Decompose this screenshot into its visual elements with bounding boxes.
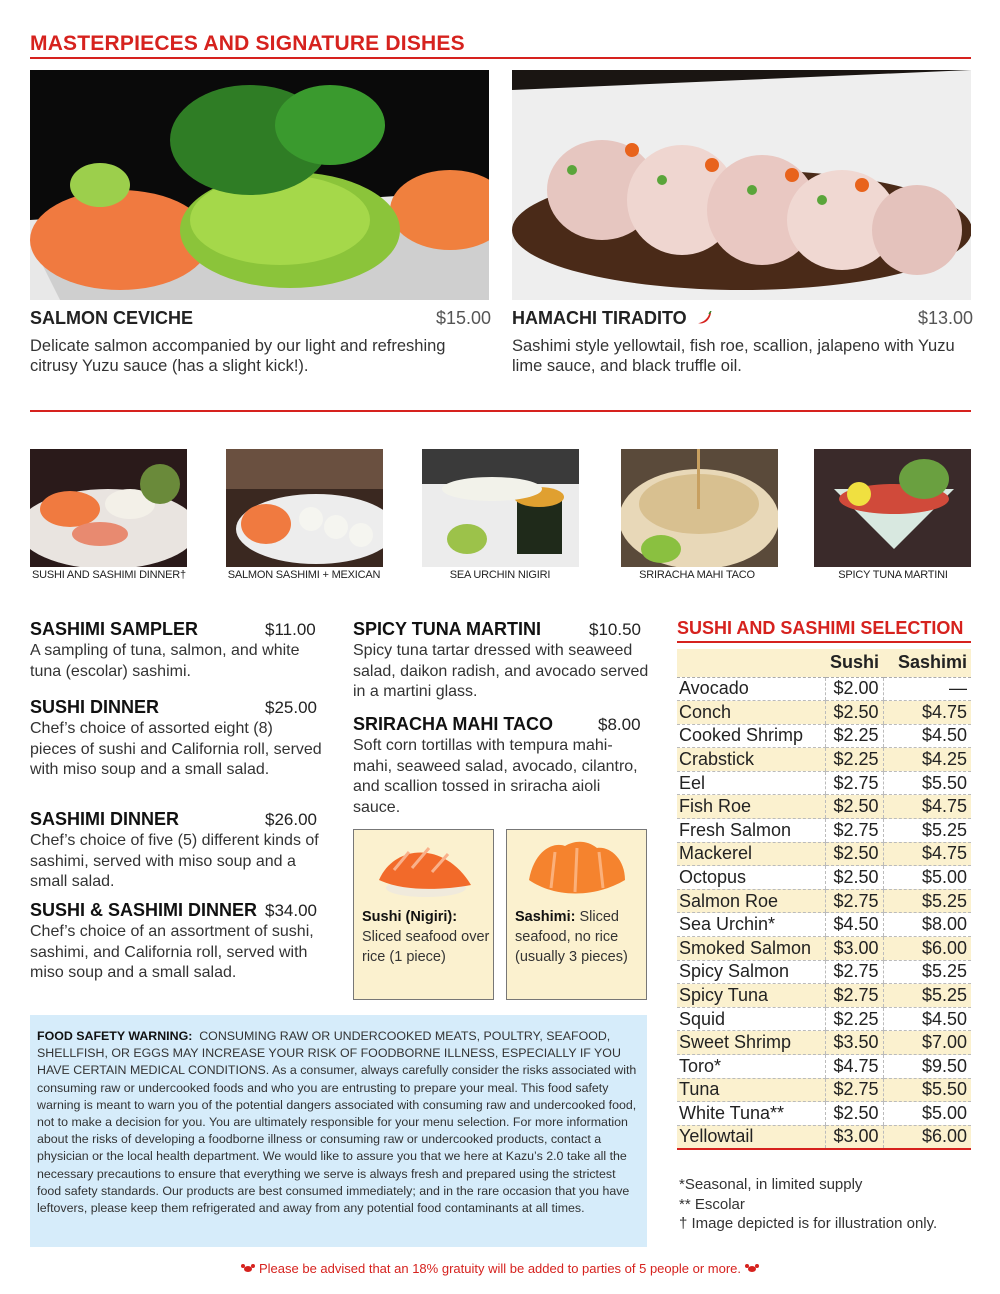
cell-sushi: $2.75 (825, 819, 883, 843)
lobster-icon (241, 1261, 259, 1276)
cell-sashimi: $4.50 (883, 1007, 971, 1031)
thumbnail-caption: SALMON SASHIMI + MEXICAN (227, 569, 381, 581)
cell-name: Fresh Salmon (677, 819, 825, 843)
sashimi-dinner-name: SASHIMI DINNER (30, 809, 180, 829)
cell-sashimi: $4.50 (883, 724, 971, 748)
cell-name: Eel (677, 771, 825, 795)
lobster-icon (745, 1261, 759, 1276)
cell-sashimi: $4.75 (883, 701, 971, 725)
cell-sashimi: $6.00 (883, 937, 971, 961)
cell-sushi: $2.00 (825, 677, 883, 701)
cell-name: Octopus (677, 866, 825, 890)
cell-name: Sea Urchin* (677, 913, 825, 937)
selection-table (677, 649, 971, 1150)
hamachi-tiradito-description: Sashimi style yellowtail, fish roe, scallion, jalapeno with Yuzu lime sauce, and black truffle oil. (512, 337, 955, 375)
cell-name: Crabstick (677, 748, 825, 772)
thumbnail-sushi-sashimi-dinner (30, 449, 187, 567)
table-row (677, 913, 971, 937)
thumbnail-sea-urchin-nigiri (422, 449, 579, 567)
cell-sashimi: $5.25 (883, 960, 971, 984)
sushi-sashimi-dinner-description: Chef’s choice of an assortment of sushi, sashimi, and California roll, served with miso soup and a small salad. (30, 923, 314, 981)
table-row (677, 1055, 971, 1079)
warning-text: CONSUMING RAW OR UNDERCOOKED MEATS, POULTRY, SEAFOOD, SHELLFISH, OR EGGS MAY INCREASE YOUR RISK OF FOODBORNE ILLNESS, ESPECIALLY IF YOU HAVE CERTAIN MEDICAL CONDITIONS. As a consumer, always carefully consider the risks associated with consuming raw or undercooked foods and who you are entrusting to prepare your meal. This food safety warning is meant to warn you of the potential dangers associated with consuming raw and undercooked food, not to make a decision for you. You are ultimately responsible for your menu selection. For more information about the risks of developing a foodborne illness or consuming raw or undercooked products, contact a physician or the local health department. We would like to assure you that we here at Kazu’s 2.0 take all the necessary precautions to ensure that everything we serve is always fresh and prepared using the strictest food safety standards. Our products are best consumed immediately; and in the rare occasion that you have leftovers, please keep them refrigerated and away from any potential food contaminants at all times. (37, 1029, 637, 1216)
cell-sashimi: $5.00 (883, 866, 971, 890)
table-row (677, 866, 971, 890)
cell-name: White Tuna** (677, 1102, 825, 1126)
cell-name: Conch (677, 701, 825, 725)
cell-sushi: $3.50 (825, 1031, 883, 1055)
cell-sushi: $4.50 (825, 913, 883, 937)
selection-title: SUSHI AND SASHIMI SELECTION (677, 618, 964, 638)
cell-name: Avocado (677, 677, 825, 701)
cell-sushi: $2.50 (825, 866, 883, 890)
hamachi-tiradito-name: HAMACHI TIRADITO (512, 308, 712, 330)
gratuity-notice: Please be advised that an 18% gratuity will be added to parties of 5 people or more. (0, 1261, 1000, 1276)
cell-sashimi: $4.75 (883, 842, 971, 866)
cell-name: Salmon Roe (677, 889, 825, 913)
table-row (677, 819, 971, 843)
sriracha-mahi-taco-price: $8.00 (598, 715, 641, 734)
thumbnail-caption: SEA URCHIN NIGIRI (449, 569, 551, 581)
cell-sashimi: $4.25 (883, 748, 971, 772)
cell-sushi: $2.25 (825, 724, 883, 748)
table-row (677, 795, 971, 819)
hamachi-tiradito-photo (512, 70, 971, 300)
cell-name: Spicy Tuna (677, 984, 825, 1008)
table-row (677, 1007, 971, 1031)
sashimi-sampler-price: $11.00 (265, 620, 316, 639)
cell-sushi: $2.50 (825, 1102, 883, 1126)
table-row (677, 771, 971, 795)
table-row (677, 701, 971, 725)
cell-sashimi: $5.25 (883, 819, 971, 843)
thumbnail-caption: SPICY TUNA MARTINI (838, 569, 948, 581)
cell-sushi: $2.75 (825, 960, 883, 984)
cell-name: Toro* (677, 1055, 825, 1079)
nigiri-illustration (374, 840, 474, 900)
sushi-dinner-price: $25.00 (265, 698, 317, 717)
thumbnail-caption: SRIRACHA MAHI TACO (639, 569, 755, 581)
salmon-ceviche-photo (30, 70, 489, 300)
cell-name: Mackerel (677, 842, 825, 866)
sashimi-illustration (525, 838, 629, 902)
thumbnail-spicy-tuna-martini (814, 449, 971, 567)
column-header-sashimi: Sashimi (883, 649, 971, 677)
table-row (677, 937, 971, 961)
cell-sushi: $3.00 (825, 1125, 883, 1149)
salmon-ceviche-description: Delicate salmon accompanied by our light and refreshing citrusy Yuzu sauce (has a slight kick!). (30, 337, 446, 375)
cell-sashimi: $5.50 (883, 1078, 971, 1102)
title-rule (30, 57, 971, 59)
salmon-ceviche-price: $15.00 (435, 308, 491, 328)
sushi-sashimi-dinner-name: SUSHI & SASHIMI DINNER (30, 900, 258, 920)
thumbnail-sriracha-mahi-taco (621, 449, 778, 567)
table-row (677, 724, 971, 748)
table-row (677, 1078, 971, 1102)
sriracha-mahi-taco-name: SRIRACHA MAHI TACO (353, 714, 553, 734)
sashimi-info-box: Sashimi: Sliced seafood, no rice (usually 3 pieces) (506, 829, 647, 1000)
sushi-dinner-name: SUSHI DINNER (30, 697, 160, 717)
sashimi-dinner-description: Chef’s choice of five (5) different kinds of sashimi, served with miso soup and a small salad. (30, 832, 319, 890)
cell-sashimi: $4.75 (883, 795, 971, 819)
cell-sushi: $2.50 (825, 842, 883, 866)
cell-name: Tuna (677, 1078, 825, 1102)
sashimi-sampler-description: A sampling of tuna, salmon, and white tuna (escolar) sashimi. (30, 642, 300, 680)
sushi-nigiri-info-box: Sushi (Nigiri): Sliced seafood over rice (1 piece) (353, 829, 494, 1000)
footnote: *Seasonal, in limited supply (679, 1176, 863, 1193)
cell-sushi: $2.50 (825, 795, 883, 819)
table-row (677, 960, 971, 984)
table-row (677, 1031, 971, 1055)
selection-title-rule (677, 641, 971, 643)
sashimi-dinner-price: $26.00 (265, 810, 317, 829)
footnote: ** Escolar (679, 1195, 745, 1213)
table-row (677, 1125, 971, 1149)
spicy-tuna-martini-name: SPICY TUNA MARTINI (353, 619, 542, 639)
warning-label: FOOD SAFETY WARNING: (37, 1029, 193, 1043)
cell-sashimi: $5.50 (883, 771, 971, 795)
cell-sashimi: $5.25 (883, 889, 971, 913)
salmon-ceviche-name: SALMON CEVICHE (30, 308, 194, 328)
sushi-sashimi-dinner-price: $34.00 (265, 901, 317, 920)
cell-sushi: $2.75 (825, 1078, 883, 1102)
footnote: † Image depicted is for illustration only. (679, 1215, 938, 1232)
chili-pepper-icon (696, 309, 712, 330)
hamachi-tiradito-price: $13.00 (917, 308, 973, 328)
table-header-row (677, 649, 971, 677)
cell-name: Yellowtail (677, 1125, 825, 1149)
cell-name: Sweet Shrimp (677, 1031, 825, 1055)
cell-sashimi: $7.00 (883, 1031, 971, 1055)
table-row (677, 1102, 971, 1126)
column-header-sushi: Sushi (825, 649, 883, 677)
cell-sushi: $2.75 (825, 889, 883, 913)
cell-sashimi: $9.50 (883, 1055, 971, 1079)
cell-sashimi: — (883, 677, 971, 701)
spicy-tuna-martini-description: Spicy tuna tartar dressed with seaweed salad, daikon radish, and avocado served in a martini glass. (353, 642, 649, 700)
spicy-tuna-martini-price: $10.50 (589, 620, 641, 639)
cell-sushi: $2.25 (825, 1007, 883, 1031)
sashimi-sampler-name: SASHIMI SAMPLER (30, 619, 199, 639)
food-safety-warning (30, 1015, 647, 1247)
cell-name: Fish Roe (677, 795, 825, 819)
cell-sushi: $2.75 (825, 771, 883, 795)
cell-name: Squid (677, 1007, 825, 1031)
table-row (677, 842, 971, 866)
sushi-dinner-description: Chef’s choice of assorted eight (8) pieces of sushi and California roll, served with miso soup and a small salad. (30, 720, 322, 778)
cell-name: Cooked Shrimp (677, 724, 825, 748)
section-rule (30, 410, 971, 412)
sriracha-mahi-taco-description: Soft corn tortillas with tempura mahi-mahi, seaweed salad, avocado, cilantro, and scallion tossed in sriracha aioli sauce. (353, 737, 638, 816)
cell-name: Spicy Salmon (677, 960, 825, 984)
table-row (677, 889, 971, 913)
thumbnail-caption: SUSHI AND SASHIMI DINNER† (32, 569, 186, 581)
cell-sushi: $3.00 (825, 937, 883, 961)
cell-name: Smoked Salmon (677, 937, 825, 961)
cell-sashimi: $6.00 (883, 1125, 971, 1149)
page-title: MASTERPIECES AND SIGNATURE DISHES (30, 32, 465, 55)
cell-sashimi: $5.00 (883, 1102, 971, 1126)
cell-sashimi: $5.25 (883, 984, 971, 1008)
footnotes (679, 1175, 937, 1234)
cell-sushi: $2.50 (825, 701, 883, 725)
cell-sushi: $2.75 (825, 984, 883, 1008)
cell-sushi: $2.25 (825, 748, 883, 772)
cell-sashimi: $8.00 (883, 913, 971, 937)
thumbnail-salmon-sashimi-mexican (226, 449, 383, 567)
table-row (677, 984, 971, 1008)
cell-sushi: $4.75 (825, 1055, 883, 1079)
table-row (677, 748, 971, 772)
table-row (677, 677, 971, 701)
